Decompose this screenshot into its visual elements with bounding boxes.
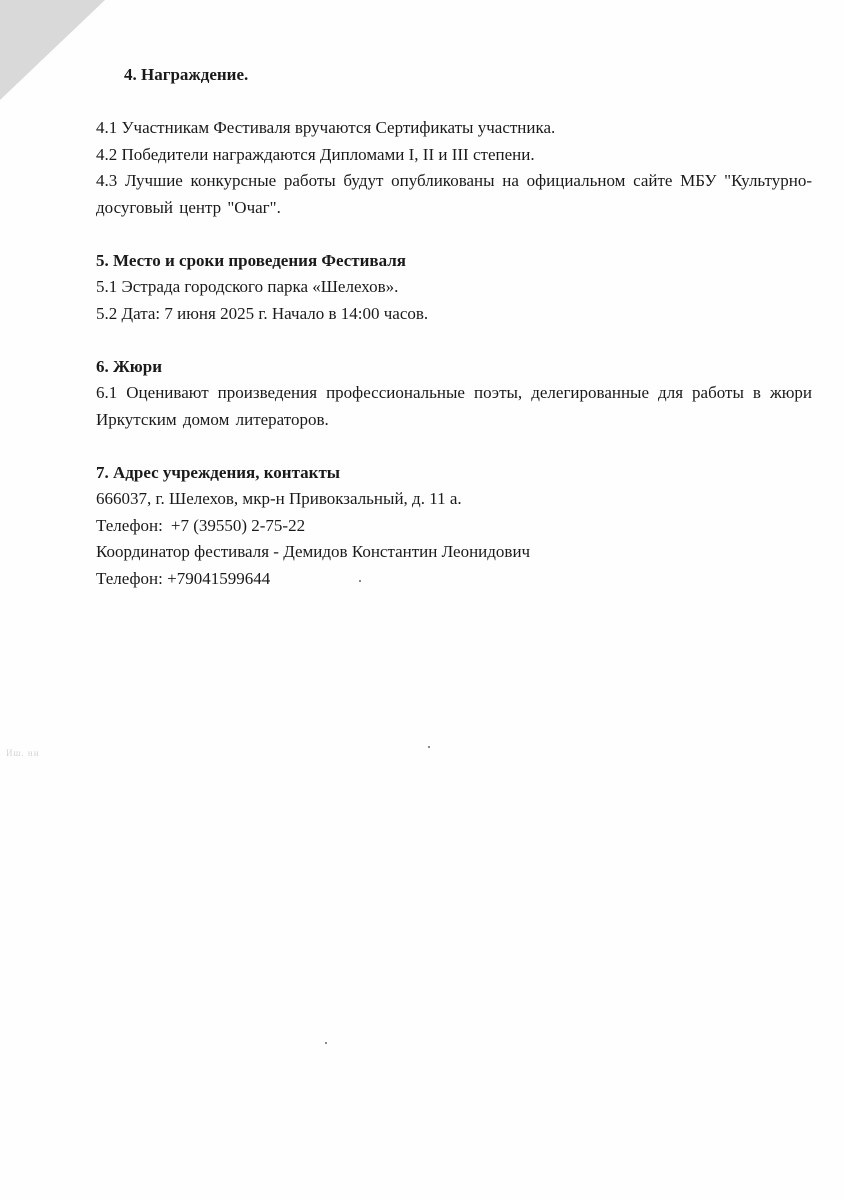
section-5-heading: 5. Место и сроки проведения Фестиваля	[96, 250, 407, 270]
section-6-item-1: 6.1 Оценивают произведения профессиональные поэты, делегированные для работы в жюри Иркутским домом литераторов.	[96, 383, 812, 429]
phone-label: Телефон:	[96, 515, 163, 535]
spacer	[96, 89, 812, 116]
section-7-heading: 7. Адрес учреждения, контакты	[96, 462, 341, 482]
phone-number: +7 (39550) 2-75-22	[170, 515, 306, 535]
coordinator: Координатор фестиваля - Демидов Константин Леонидович	[96, 542, 531, 561]
phone-line	[96, 513, 812, 540]
document-body	[96, 62, 812, 592]
coordinator-phone: Телефон: +79041599644	[96, 568, 271, 588]
section-4-item-2: 4.2 Победители награждаются Дипломами I, II и III степени.	[96, 144, 535, 164]
scan-speck	[325, 1042, 327, 1044]
spacer	[96, 221, 812, 248]
section-6-heading: 6. Жюри	[96, 356, 163, 376]
section-5-item-1: 5.1 Эстрада городского парка «Шелехов».	[96, 277, 399, 296]
section-5-item-2: 5.2 Дата: 7 июня 2025 г. Начало в 14:00 часов.	[96, 303, 429, 323]
spacer	[96, 327, 812, 354]
section-4-item-1: 4.1 Участникам Фестиваля вручаются Сертификаты участника.	[96, 118, 556, 137]
scan-speck	[428, 746, 430, 748]
address: 666037, г. Шелехов, мкр-н Привокзальный, д. 11 а.	[96, 489, 462, 508]
section-4-item-3: 4.3 Лучшие конкурсные работы будут опубликованы на официальном сайте МБУ "Культурно-досуговый центр "Очаг".	[96, 171, 812, 217]
section-4-heading: 4. Награждение.	[124, 65, 249, 84]
faint-scan-text: Иш. ни	[6, 748, 40, 758]
scan-speck	[359, 580, 361, 582]
folded-corner	[0, 0, 105, 100]
spacer	[96, 433, 812, 460]
